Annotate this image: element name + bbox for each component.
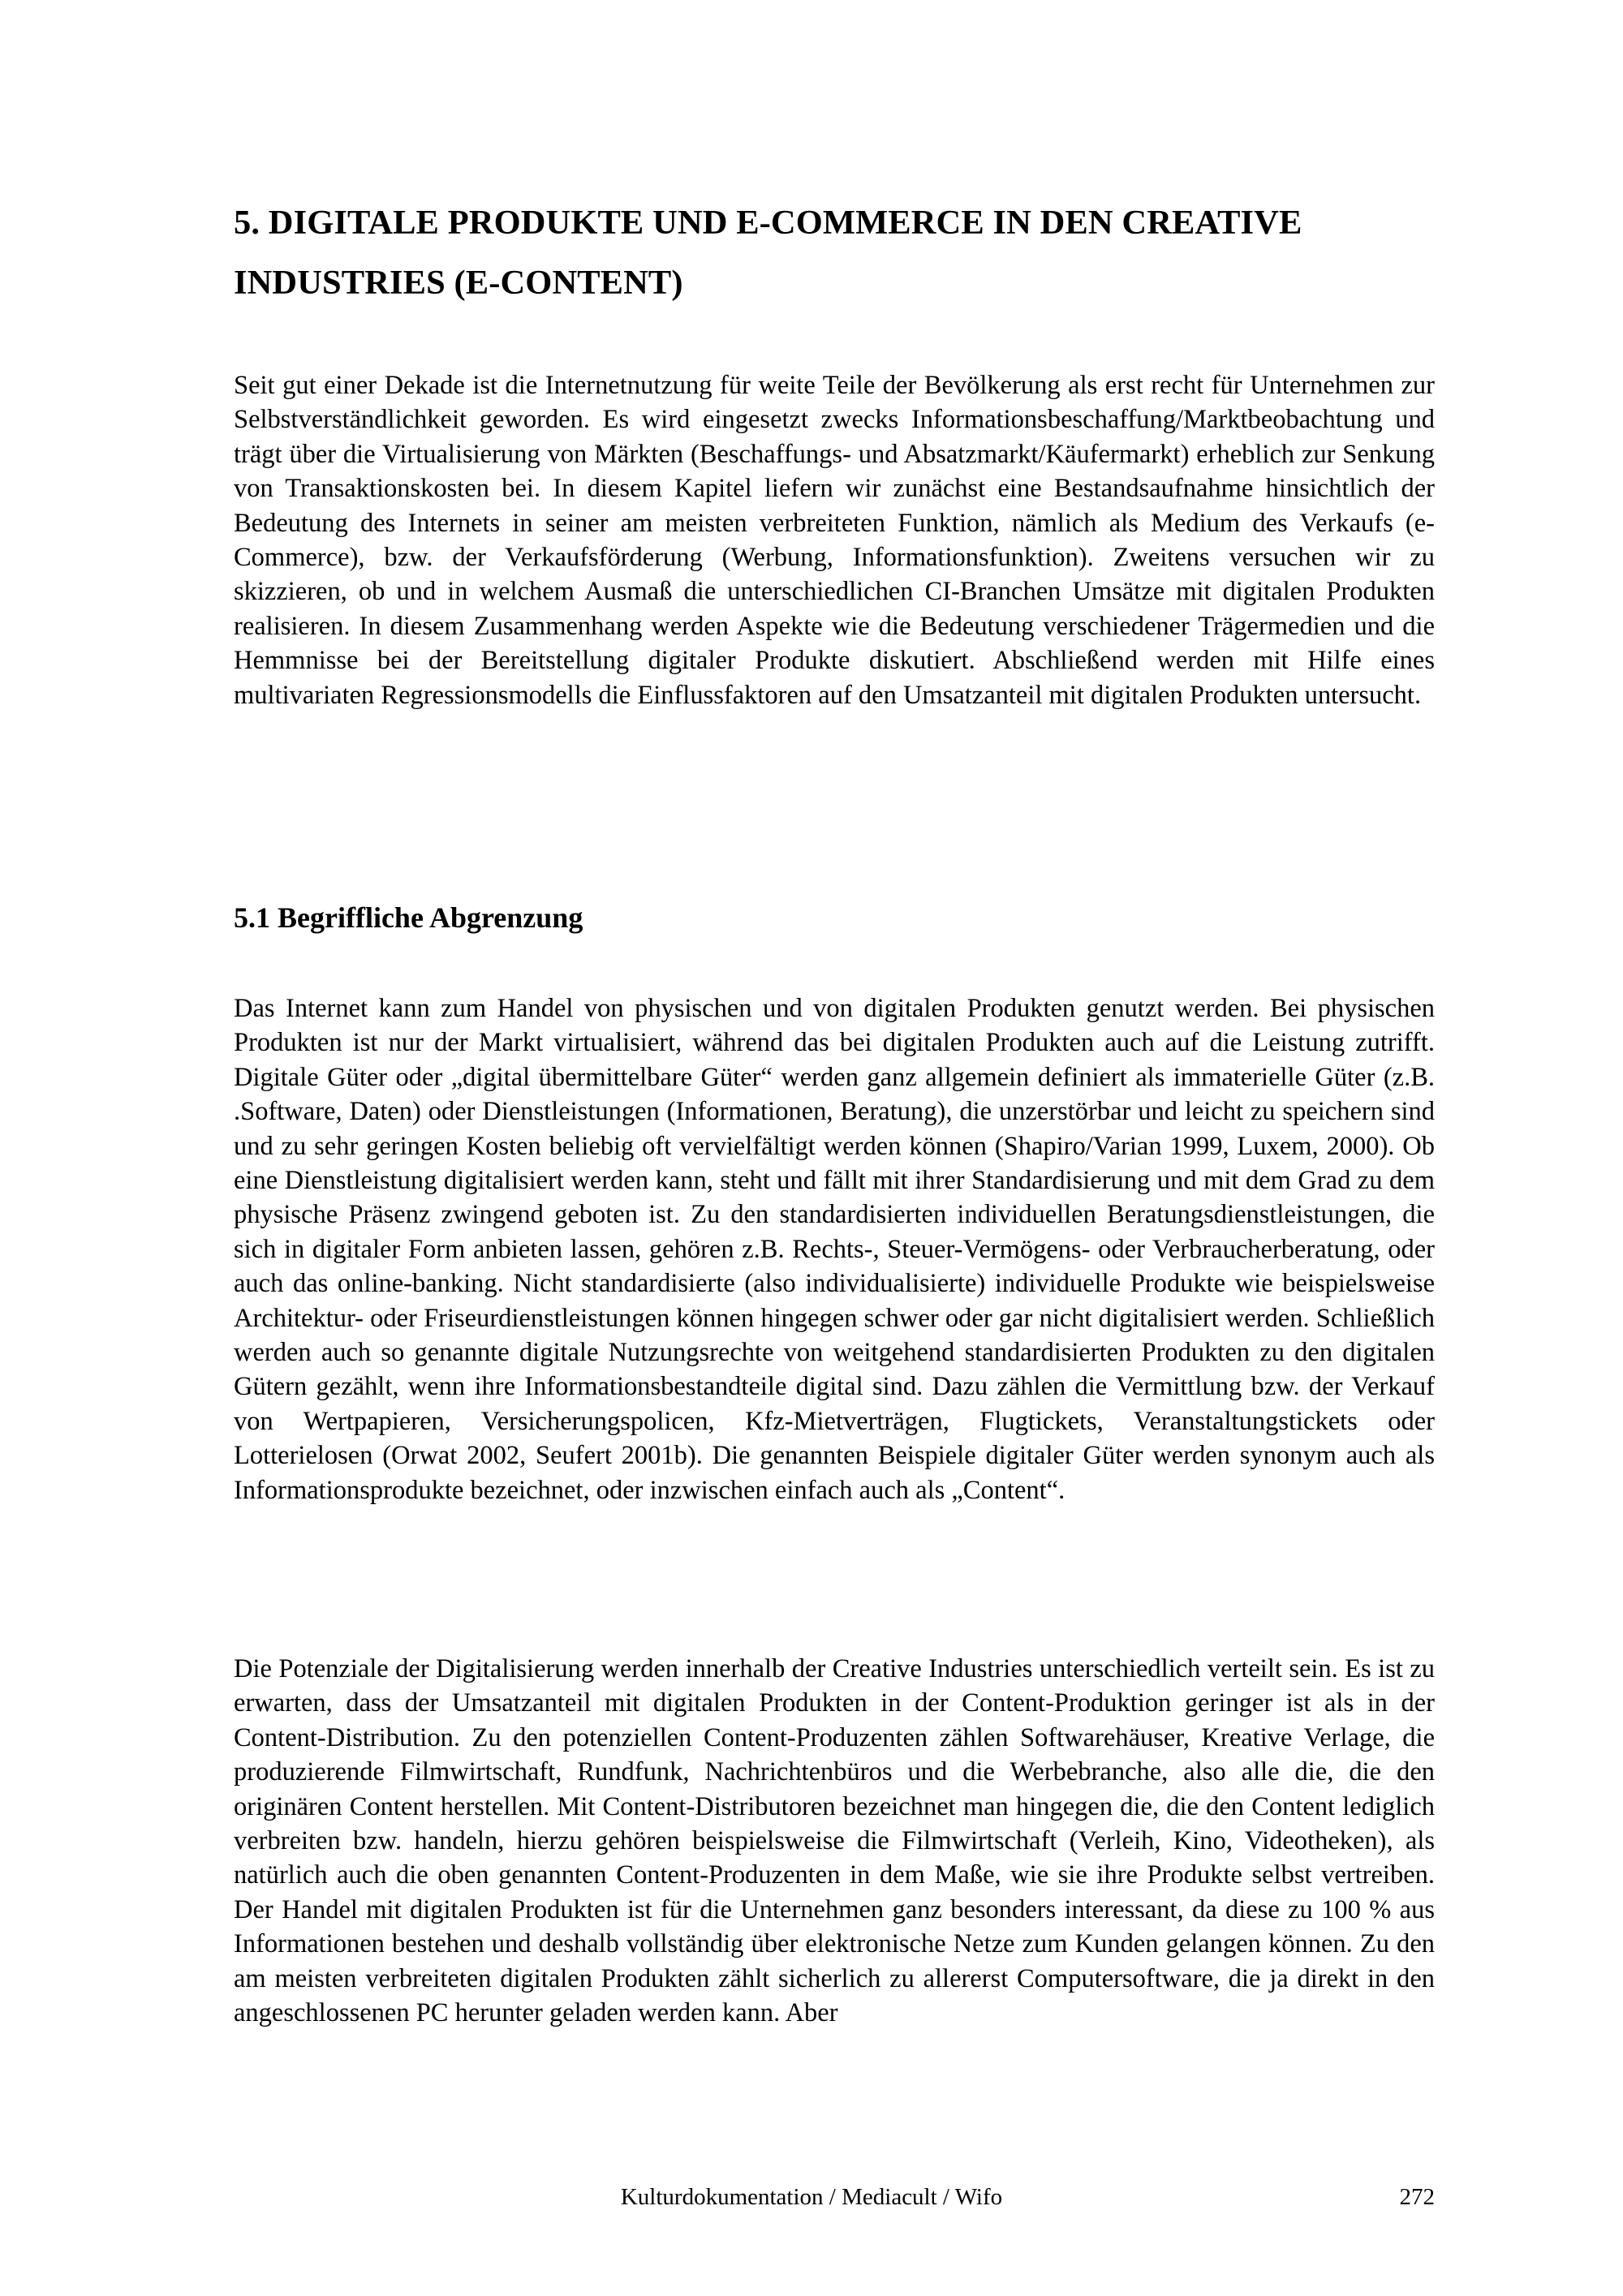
chapter-title: 5. DIGITALE PRODUKTE UND E-COMMERCE IN DEN CREATIVE INDUSTRIES (E-CONTENT) xyxy=(234,204,1302,302)
page-footer: Kulturdokumentation / Mediacult / Wifo xyxy=(620,2184,1003,2210)
section-paragraph-1: Das Internet kann zum Handel von physischen und von digitalen Produkten genutzt werden. Bei physischen Produkten ist nur der Markt virtualisiert, während das bei digitalen Produkten auch auf die Leistung zutrifft. Digitale Güter oder „digital übermittelbare Güter“ werden ganz allgemein definiert als immaterielle Güter (z.B. .Software, Daten) oder Dienstleistungen (Informationen, Beratung), die unzerstörbar und leicht zu speichern sind und zu sehr geringen Kosten beliebig oft vervielfältigt werden können (Shapiro/Varian 1999, Luxem, 2000). Ob eine Dienstleistung digitalisiert werden kann, steht und fällt mit ihrer Standardisierung und mit dem Grad zu dem physische Präsenz zwingend geboten ist. Zu den standardisierten individuellen Beratungsdienstleistungen, die sich in digitaler Form anbieten lassen, gehören z.B. Rechts-, Steuer-Vermögens- oder Verbraucherberatung, oder auch das online-banking. Nicht standardisierte (also individualisierte) individuelle Produkte wie beispielsweise Architektur- oder Friseurdienstleistungen können hingegen schwer oder gar nicht digitalisiert werden. Schließlich werden auch so genannte digitale Nutzungsrechte von weitgehend standardisierten Produkten zu den digitalen Gütern gezählt, wenn ihre Informationsbestandteile digital sind. Dazu zählen die Vermittlung bzw. der Verkauf von Wertpapieren, Versicherungspolicen, Kfz-Mietverträgen, Flugtickets, Veranstaltungstickets oder Lotterielosen (Orwat 2002, Seufert 2001b). Die genannten Beispiele digitaler Güter werden synonym auch als Informationsprodukte bezeichnet, oder inzwischen einfach auch als „Content“. xyxy=(234,994,1435,1505)
section-heading: 5.1 Begriffliche Abgrenzung xyxy=(234,901,583,934)
page-number: 272 xyxy=(1399,2184,1435,2210)
intro-paragraph: Seit gut einer Dekade ist die Internetnutzung für weite Teile der Bevölkerung als erst recht für Unternehmen zur Selbstverständlichkeit geworden. Es wird eingesetzt zwecks Informationsbeschaffung/Marktbeobachtung und trägt über die Virtualisierung von Märkten (Beschaffungs- und Absatzmarkt/Käufermarkt) erheblich zur Senkung von Transaktionskosten bei. In diesem Kapitel liefern wir zunächst eine Bestandsaufnahme hinsichtlich der Bedeutung des Internets in seiner am meisten verbreiteten Funktion, nämlich als Medium des Verkaufs (e-Commerce), bzw. der Verkaufsförderung (Werbung, Informationsfunktion). Zweitens versuchen wir zu skizzieren, ob und in welchem Ausmaß die unterschiedlichen CI-Branchen Umsätze mit digitalen Produkten realisieren. In diesem Zusammenhang werden Aspekte wie die Bedeutung verschiedener Trägermedien und die Hemmnisse bei der Bereitstellung digitaler Produkte diskutiert. Abschließend werden mit Hilfe eines multivariaten Regressionsmodells die Einflussfaktoren auf den Umsatzanteil mit digitalen Produkten untersucht. xyxy=(234,371,1435,710)
section-paragraph-2: Die Potenziale der Digitalisierung werden innerhalb der Creative Industries unterschiedlich verteilt sein. Es ist zu erwarten, dass der Umsatzanteil mit digitalen Produkten in der Content-Produktion geringer ist als in der Content-Distribution. Zu den potenziellen Content-Produzenten zählen Softwarehäuser, Kreative Verlage, die produzierende Filmwirtschaft, Rundfunk, Nachrichtenbüros und die Werbebranche, also alle die, die den originären Content herstellen. Mit Content-Distributoren bezeichnet man hingegen die, die den Content lediglich verbreiten bzw. handeln, hierzu gehören beispielsweise die Filmwirtschaft (Verleih, Kino, Videotheken), als natürlich auch die oben genannten Content-Produzenten in dem Maße, wie sie ihre Produkte selbst vertreiben. Der Handel mit digitalen Produkten ist für die Unternehmen ganz besonders interessant, da diese zu 100 % aus Informationen bestehen und deshalb vollständig über elektronische Netze zum Kunden gelangen können. Zu den am meisten verbreiteten digitalen Produkten zählt sicherlich zu allererst Computersoftware, die ja direkt in den angeschlossenen PC herunter geladen werden kann. Aber xyxy=(234,1654,1435,2028)
